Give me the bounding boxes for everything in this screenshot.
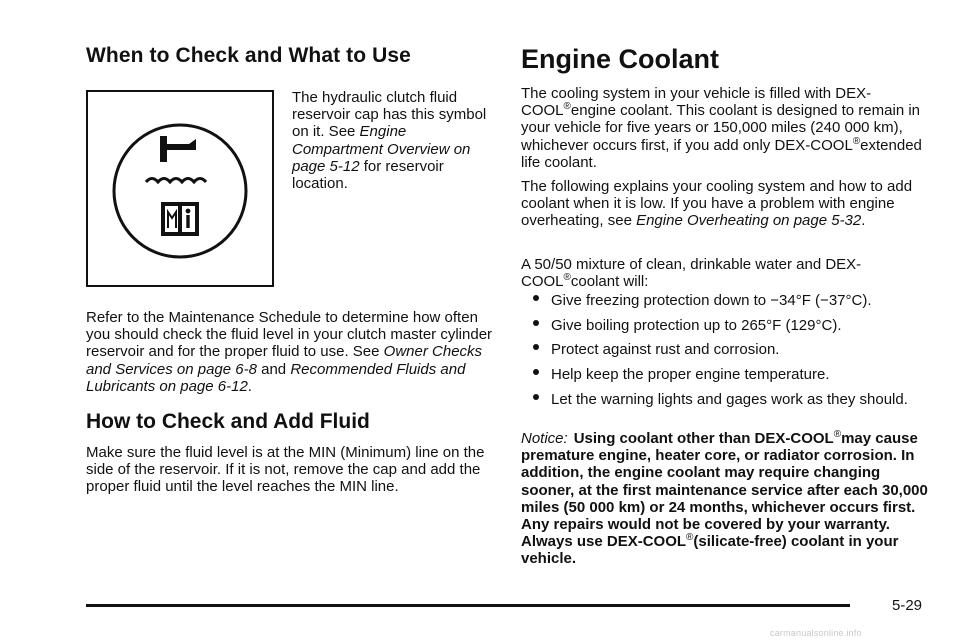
link-engine-compartment-overview[interactable]: Engine Compartment Overview on page 5-12: [292, 123, 471, 175]
caption-text-end: for reservoir location.: [292, 157, 444, 193]
p2-text: The following explains your cooling system and how to add coolant when it is low. If you have a problem with engine overheating, see: [521, 178, 913, 230]
list-item: [521, 366, 933, 383]
notice-paragraph: [521, 430, 933, 568]
registered-mark: ®: [833, 429, 842, 440]
refer-text-and: and: [256, 360, 291, 378]
list-item: [521, 341, 933, 358]
section-heading-how-to-check: How to Check and Add Fluid: [86, 410, 370, 433]
bullet-icon: [533, 369, 539, 375]
paragraph-cooling-system: [521, 85, 933, 171]
paragraph-mixture: [521, 256, 933, 290]
footer-rule: [86, 604, 850, 607]
caption-clutch-symbol: [292, 89, 490, 192]
p1-text-2: engine coolant. This coolant is designed to remain in your vehicle for five years or 150,000 miles (240 000 km), whichever occurs first, if you add only DEX-COOL: [521, 102, 920, 154]
p3-text-2: coolant will:: [570, 273, 649, 291]
bullet-icon: [533, 295, 539, 301]
clutch-fluid-symbol-figure: [86, 90, 274, 287]
notice-text-3: (silicate-free) coolant in your vehicle.: [521, 533, 899, 568]
list-item-text: Protect against rust and corrosion.: [551, 341, 780, 359]
list-item: [521, 391, 933, 408]
coolant-benefits-list: [521, 292, 933, 416]
watermark: carmanualsonline.info: [770, 628, 862, 638]
section-heading-when-to-check: When to Check and What to Use: [86, 44, 411, 67]
clutch-fluid-cap-icon: [88, 92, 276, 289]
notice-text-2: may cause premature engine, heater core, or radiator corrosion. In addition, the engine coolant may require changing sooner, at the first maintenance service after each 30,000 miles (50 000 km) or 24 months, whichever occurs first. Any repairs would not be covered by your warranty. Always use DEX-COOL: [521, 430, 928, 551]
bullet-icon: [533, 394, 539, 400]
notice-label: Notice:: [521, 430, 568, 447]
bullet-icon: [533, 320, 539, 326]
p2-text-end: .: [861, 212, 866, 230]
registered-mark: ®: [852, 135, 861, 147]
list-item: [521, 292, 933, 309]
registered-mark: ®: [563, 272, 571, 284]
link-engine-overheating[interactable]: Engine Overheating on page 5-32: [636, 212, 862, 230]
list-item: [521, 317, 933, 334]
paragraph-make-sure: Make sure the fluid level is at the MIN (Minimum) line on the side of the reservoir. If it is not, remove the cap and add the proper fluid until the level reaches the MIN line.: [86, 444, 485, 496]
refer-text: Refer to the Maintenance Schedule to determine how often you should check the fluid level in your clutch master cylinder reservoir and for the proper fluid to use. See: [86, 309, 493, 361]
fluid-wave-icon: [146, 179, 206, 183]
list-item-text: Help keep the proper engine temperature.: [551, 366, 830, 384]
section-heading-engine-coolant: Engine Coolant: [521, 44, 719, 74]
refer-text-end: .: [247, 377, 252, 395]
link-owner-checks[interactable]: Owner Checks and Services on page 6-8: [86, 343, 483, 378]
p1-text: The cooling system in your vehicle is filled with DEX-COOL: [521, 85, 872, 120]
list-item-text: Give boiling protection up to 265°F (129°C).: [551, 316, 842, 334]
registered-mark: ®: [563, 101, 571, 113]
p1-text-3: extended life coolant.: [521, 136, 922, 171]
paragraph-refer-maintenance: [86, 309, 496, 395]
owner-manual-book-icon: [161, 202, 199, 236]
caption-text: The hydraulic clutch fluid reservoir cap has this symbol on it. See: [292, 89, 487, 141]
link-recommended-fluids[interactable]: Recommended Fluids and Lubricants on page 6-12: [86, 360, 466, 395]
clutch-pedal-icon: [160, 136, 167, 162]
paragraph-following-explains: [521, 178, 933, 230]
bullet-icon: [533, 344, 539, 350]
list-item-text: Let the warning lights and gages work as they should.: [551, 390, 908, 408]
p3-text: A 50/50 mixture of clean, drinkable water and DEX-COOL: [521, 256, 862, 291]
list-item-text: Give freezing protection down to −34°F (−37°C).: [551, 292, 872, 309]
page-number: 5-29: [892, 597, 923, 614]
notice-text: Using coolant other than DEX-COOL: [573, 430, 834, 447]
registered-mark: ®: [686, 532, 694, 544]
